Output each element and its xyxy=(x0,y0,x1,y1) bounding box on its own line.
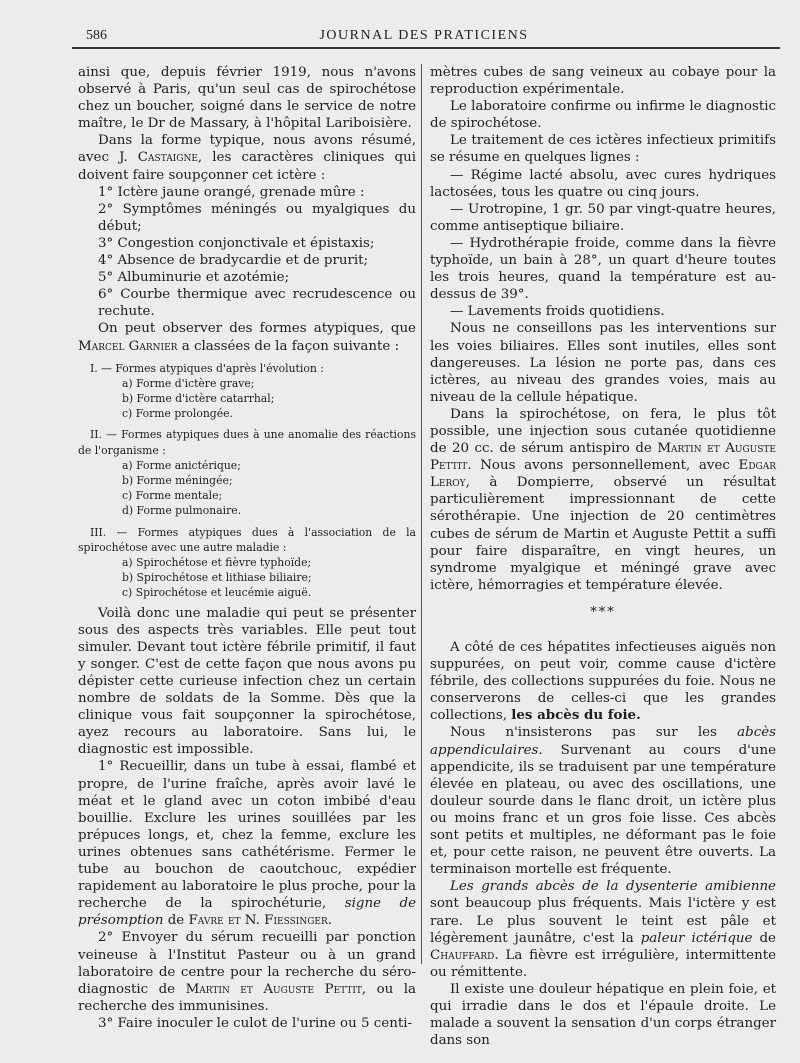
list-item: 4° Absence de bradycardie et de prurit; xyxy=(98,253,369,269)
classification-item: c) Spirochétose et leucémie aiguë. xyxy=(122,586,312,600)
list-item: 1° Ictère jaune orangé, grenade mûre : xyxy=(98,184,365,200)
paragraph: Voilà donc une maladie qui peut se présenter sous des aspects très variables. Elle peut tout simuler. Devant tout ictère fébrile primitif, il faut y songer. C'est de cette façon que nous avons pu dépister cette curieuse infection chez un certain nombre de soldats de la Somme. Dès que la clinique vous fait soupçonner la spirochétose, ayez recours au laboratoire. Sans lui, le diagnostic est impossible. xyxy=(78,605,416,758)
author-name: Favre xyxy=(188,913,224,929)
italic-term: Les grands abcès de la dysenterie amibienne xyxy=(450,879,776,895)
paragraph: Les grands abcès de la dysenterie amibienne sont beaucoup plus fréquents. Mais l'ictère y est rare. Le plus souvent le teint est pâle et légèrement jaunâtre, c'est la paleur ictérique de Chauffard. La fièvre est irrégulière, intermittente ou rémittente. xyxy=(430,879,776,980)
classification-item: c) Forme prolongée. xyxy=(122,407,233,421)
author-name: Edgar Leroy xyxy=(430,458,777,491)
symptom-list xyxy=(78,184,416,321)
journal-title: JOURNAL DES PRATICIENS xyxy=(319,28,529,43)
classification-item: b) Forme d'ictère catarrhal; xyxy=(122,392,275,405)
author-name: Auguste Pettit xyxy=(263,981,362,997)
right-column xyxy=(430,64,776,1049)
paragraph: Nous n'insisterons pas sur les abcès appendiculaires. Survenant au cours d'une appendicite, ils se traduisent par une température élevée en plateau, ou avec des oscillations, une douleur sourde dans le flanc droit, un ictère plus ou moins franc et un gros foie lisse. Ces abcès sont petits et multiples, ne déformant pas le foie et, pour cette raison, ne peuvent être ouverts. La terminaison mortelle est fréquente. xyxy=(430,725,776,878)
author-name: Martin xyxy=(657,441,702,457)
paragraph: A côté de ces hépatites infectieuses aiguës non suppurées, on peut voir, comme cause d'ictère fébrile, des collections suppurées du foie. Nous ne conserverons de celles-ci que les grandes collections, les abcès du foie. xyxy=(430,640,776,724)
author-name: Martin xyxy=(185,981,230,997)
classification-block xyxy=(78,361,416,601)
list-item: 5° Albuminurie et azotémie; xyxy=(98,270,290,286)
paragraph: ainsi que, depuis février 1919, nous n'avons observé à Paris, qu'un seul cas de spirochétose chez un boucher, soigné dans le service de notre maître, le Dr de Massary, à l'hôpital Lariboisière. xyxy=(78,65,416,132)
classification-item: a) Forme d'ictère grave; xyxy=(122,376,255,390)
classification-item: a) Forme anictérique; xyxy=(122,458,241,472)
page-number: 586 xyxy=(86,28,107,43)
paragraph: Le laboratoire confirme ou infirme le diagnostic de spirochétose. xyxy=(430,99,776,132)
italic-term: paleur ictérique xyxy=(640,930,753,946)
classification-item: b) Spirochétose et lithiase biliaire; xyxy=(122,571,312,585)
paragraph: Il existe une douleur hépatique en plein foie, et qui irradie dans le dos et l'épaule droite. Le malade a souvent la sensation d'un corps étranger dans son xyxy=(430,981,776,1049)
italic-term: abcès appendiculaires. xyxy=(430,725,776,758)
list-item: 2° Symptômes méningés ou myalgiques du début; xyxy=(98,201,416,234)
treatment-item: — Lavements froids quotidiens. xyxy=(450,304,665,320)
classification-heading: I. — Formes atypiques d'après l'évolution : xyxy=(90,361,324,375)
header-rule xyxy=(72,47,780,49)
list-item: 6° Courbe thermique avec recrudescence ou rechute. xyxy=(98,287,416,320)
classification-heading: II. — Formes atypiques dues à une anomalie des réactions de l'organisme : xyxy=(78,428,416,457)
section-separator-asterism: *** xyxy=(590,604,616,620)
author-name: Auguste Pettit xyxy=(430,441,776,474)
list-item: 3° Congestion conjonctivale et épistaxis; xyxy=(98,235,375,251)
treatment-item: — Urotropine, 1 gr. 50 par vingt-quatre heures, comme antiseptique biliaire. xyxy=(430,201,776,234)
classification-item: d) Forme pulmonaire. xyxy=(122,504,242,518)
italic-term: signe de présomption xyxy=(78,896,417,929)
column-divider xyxy=(421,64,422,964)
left-column xyxy=(78,64,416,1032)
paragraph: 3° Faire inoculer le culot de l'urine ou 5 centi- xyxy=(98,1015,413,1031)
author-name: N. Fiessinger xyxy=(244,913,328,929)
classification-item: b) Forme méningée; xyxy=(122,474,233,488)
paragraph: 1° Recueillir, dans un tube à essai, flambé et propre, de l'urine fraîche, après avoir lavé le méat et le gland avec un coton imbibé d'eau bouillie. Exclure les urines souillées par les prépuces longs, et, chez la femme, exclure les urines obtenues sans cathétérisme. Fermer le tube au bouchon de caoutchouc, expédier rapidement au laboratoire le plus proche, pour la recherche de la spirochéturie, signe de présomption de Favre et N. Fiessinger. xyxy=(78,759,417,929)
paragraph: 2° Envoyer du sérum recueilli par ponction veineuse à l'Institut Pasteur ou à un grand laboratoire de centre pour la recherche du séro-diagnostic de Martin et Auguste Pettit, ou la recherche des immunisines. xyxy=(78,930,417,1014)
bold-term: les abcès du foie. xyxy=(511,707,641,724)
paragraph: On peut observer des formes atypiques, que Marcel Garnier a classées de la façon suivante : xyxy=(78,321,416,354)
paragraph: Dans la spirochétose, on fera, le plus tôt possible, une injection sous cutanée quotidienne de 20 cc. de sérum antispiro de Martin et Auguste Pettit. Nous avons personnellement, avec Edgar Leroy, à Dompierre, observé un résultat particulièrement impressionnant de cette sérothérapie. Une injection de 20 centimètres cubes de sérum de Martin et Auguste Pettit a suffi pour faire disparaître, en vingt heures, un syndrome myalgique et méningé grave avec ictère, hémorragies et température élevée. xyxy=(430,406,777,593)
paragraph: Dans la forme typique, nous avons résumé, avec J. Castaigne, les caractères cliniques qui doivent faire soupçonner cet ictère : xyxy=(78,133,416,183)
author-name: Castaigne xyxy=(137,150,198,166)
classification-item: c) Forme mentale; xyxy=(122,489,223,503)
paragraph: Le traitement de ces ictères infectieux primitifs se résume en quelques lignes : xyxy=(430,133,776,166)
classification-item: a) Spirochétose et fièvre typhoïde; xyxy=(122,556,312,570)
page-header xyxy=(72,22,776,48)
author-name: Marcel Garnier xyxy=(78,338,178,354)
classification-heading: III. — Formes atypiques dues à l'association de la spirochétose avec une autre maladie : xyxy=(78,525,416,554)
treatment-item: — Régime lacté absolu, avec cures hydriques lactosées, tous les quatre ou cinq jours. xyxy=(430,167,776,200)
paragraph: mètres cubes de sang veineux au cobaye pour la reproduction expérimentale. xyxy=(430,65,776,98)
paragraph: Nous ne conseillons pas les interventions sur les voies biliaires. Elles sont inutiles, elles sont dangereuses. La lésion ne porte pas, dans ces ictères, au niveau des grandes voies, mais au niveau de la cellule hépatique. xyxy=(430,321,776,405)
author-name: Chauffard xyxy=(430,947,495,963)
treatment-item: — Hydrothérapie froide, comme dans la fièvre typhoïde, un bain à 28°, un quart d'heure toutes les trois heures, quand la température est au-dessus de 39°. xyxy=(430,235,776,303)
